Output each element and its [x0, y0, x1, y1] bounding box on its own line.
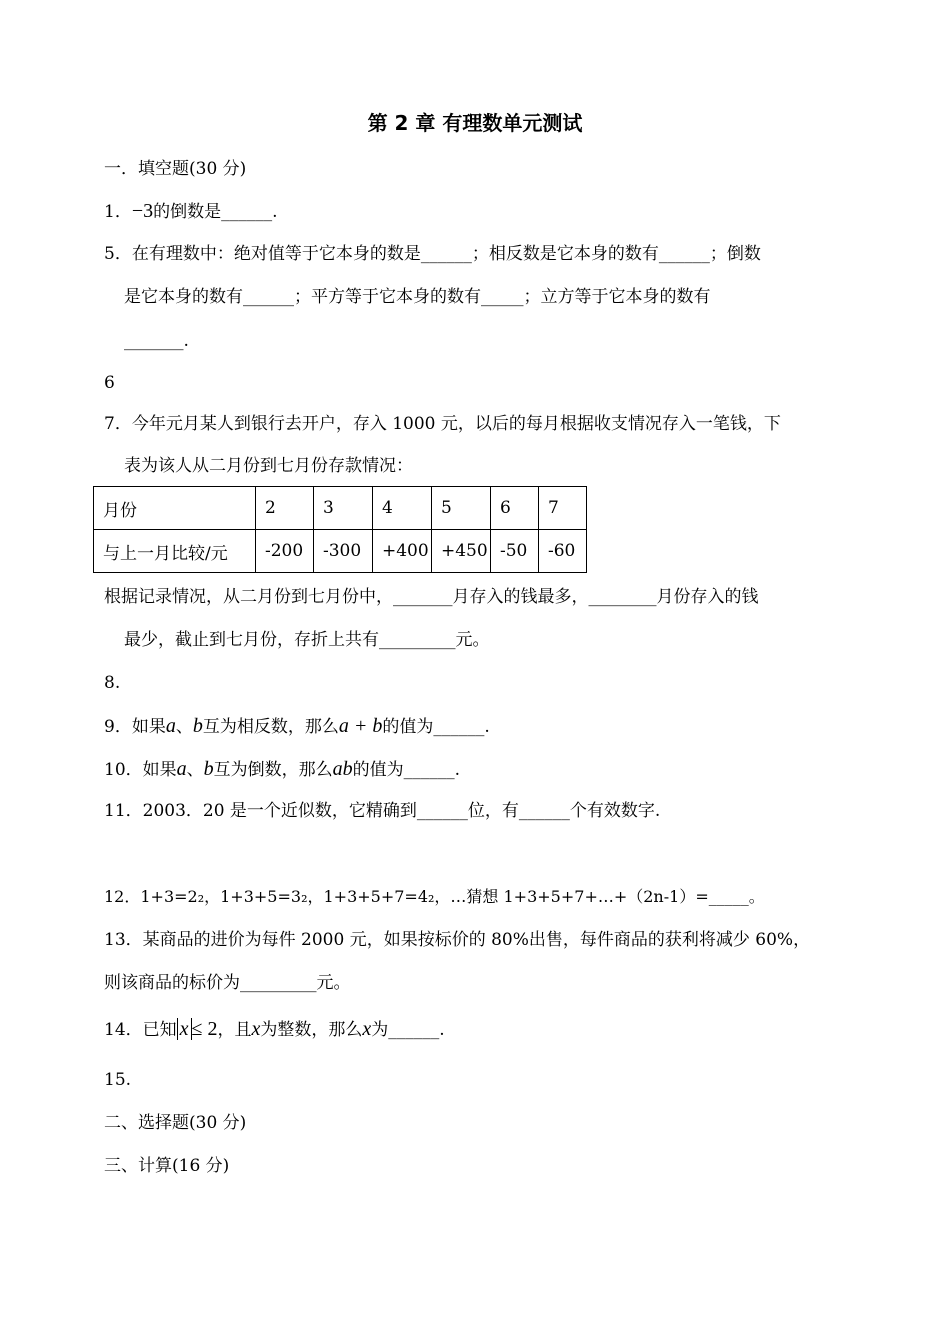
- absolute-value-x: x: [177, 1018, 192, 1040]
- table-cell: -300: [314, 530, 373, 573]
- table-cell: 2: [256, 487, 314, 530]
- question-1-text: 的倒数是______.: [153, 202, 278, 222]
- question-14-text-1: ，且: [217, 1020, 252, 1040]
- inequality: ≤ 2: [191, 1018, 218, 1040]
- separator: 、: [186, 760, 204, 780]
- question-10-text: 互为倒数，那么: [213, 760, 333, 780]
- question-10-prefix: 10．如果: [104, 760, 177, 780]
- question-9-suffix: 的值为______.: [382, 717, 490, 737]
- table-cell: 月份: [94, 487, 256, 530]
- variable-x: x: [251, 1018, 261, 1040]
- savings-table: [93, 486, 587, 573]
- table-cell: 6: [491, 487, 539, 530]
- variable-x: x: [362, 1018, 372, 1040]
- question-7-line-3: 根据记录情况，从二月份到七月份中，_______月存入的钱最多，________月份存入的钱: [104, 587, 759, 607]
- variable-a: a: [176, 758, 187, 780]
- question-14-text-2: 为整数，那么: [260, 1020, 363, 1040]
- variable-a: a: [165, 715, 176, 737]
- question-13-line-1: 13．某商品的进价为每件 2000 元，如果按标价的 80%出售，每件商品的获利将减少 60%，: [104, 930, 811, 950]
- question-5-line-2: 是它本身的数有______；平方等于它本身的数有_____；立方等于它本身的数有: [124, 287, 711, 307]
- question-1-number: 1．: [104, 202, 132, 222]
- table-cell: 与上一月比较/元: [94, 530, 256, 573]
- variable-b: b: [192, 715, 203, 737]
- question-11: 11．2003．20 是一个近似数，它精确到______位，有______个有效数字.: [104, 801, 661, 821]
- table-cell: 4: [373, 487, 432, 530]
- section-heading-fill-in: 一．填空题(30 分): [104, 159, 247, 179]
- expression-ab: ab: [332, 758, 353, 780]
- question-10: [104, 756, 460, 783]
- question-13-line-2: 则该商品的标价为_________元。: [104, 973, 351, 993]
- table-cell: 5: [432, 487, 491, 530]
- question-14: [104, 1016, 445, 1043]
- question-1-value: −3: [131, 200, 154, 222]
- variable-b: b: [203, 758, 214, 780]
- question-9-text: 互为相反数，那么: [202, 717, 339, 737]
- section-heading-calculation: 三、计算(16 分): [104, 1156, 230, 1176]
- question-14-suffix: 为______.: [371, 1020, 445, 1040]
- table-cell: -50: [491, 530, 539, 573]
- table-cell: +400: [373, 530, 432, 573]
- question-1: [104, 198, 278, 225]
- separator: 、: [175, 717, 193, 737]
- question-6: 6: [104, 373, 115, 393]
- question-5-line-3: _______.: [124, 331, 189, 351]
- table-row: [94, 487, 587, 530]
- question-8: 8.: [104, 673, 121, 693]
- question-7-line-4: 最少，截止到七月份，存折上共有_________元。: [124, 630, 490, 650]
- question-5-line-1: 5．在有理数中：绝对值等于它本身的数是______；相反数是它本身的数有______；倒数: [104, 244, 761, 264]
- page-title: 第 2 章 有理数单元测试: [367, 111, 583, 135]
- table-cell: 7: [539, 487, 587, 530]
- question-15: 15.: [104, 1070, 132, 1090]
- question-9: [104, 713, 490, 740]
- table-cell: -60: [539, 530, 587, 573]
- question-7-line-1: 7．今年元月某人到银行去开户，存入 1000 元，以后的每月根据收支情况存入一笔钱，下: [104, 414, 781, 434]
- question-7-line-2: 表为该人从二月份到七月份存款情况：: [124, 456, 413, 476]
- table-row: [94, 530, 587, 573]
- table-cell: -200: [256, 530, 314, 573]
- table-cell: +450: [432, 530, 491, 573]
- question-12: 12．1+3=2₂，1+3+5=3₂，1+3+5+7=4₂，…猜想 1+3+5+7+…+（2n-1）=_____。: [104, 887, 765, 906]
- question-10-suffix: 的值为______.: [352, 760, 461, 780]
- question-14-prefix: 14．已知: [104, 1020, 177, 1040]
- section-heading-multiple-choice: 二、选择题(30 分): [104, 1113, 247, 1133]
- table-cell: 3: [314, 487, 373, 530]
- question-9-prefix: 9．如果: [104, 717, 166, 737]
- expression-a-plus-b: a + b: [338, 715, 383, 737]
